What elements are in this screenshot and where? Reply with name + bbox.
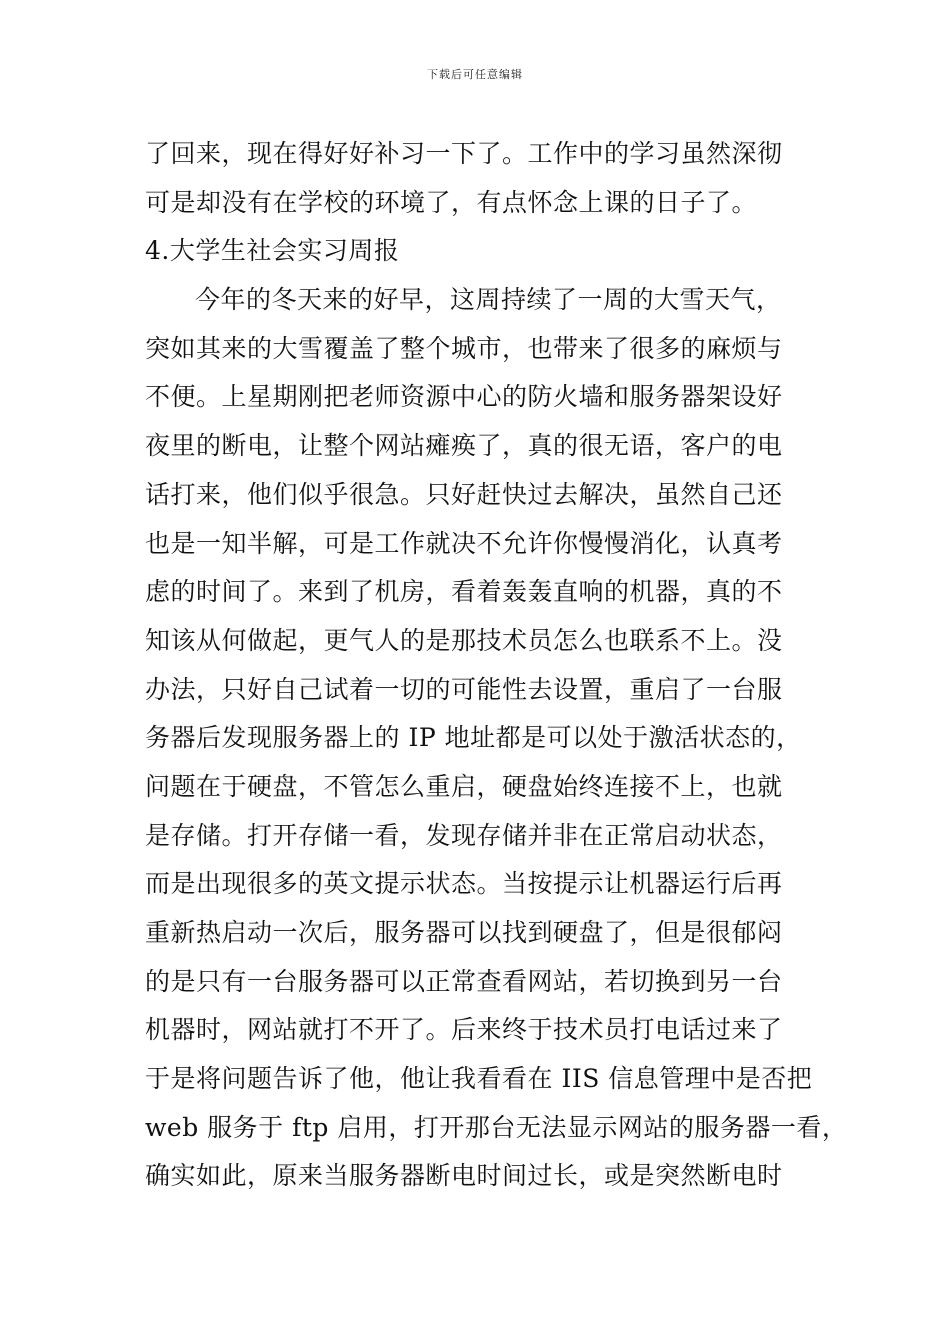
text-line: 夜里的断电，让整个网站瘫痪了，真的很无语，客户的电 [145, 431, 783, 461]
text-line: 确实如此，原来当服务器断电时间过长，或是突然断电时 [145, 1161, 783, 1191]
text-line: 的是只有一台服务器可以正常查看网站，若切换到另一台 [145, 966, 783, 996]
text-line: 虑的时间了。来到了机房，看着轰轰直响的机器，真的不 [145, 577, 783, 607]
text-line: 可是却没有在学校的环境了，有点怀念上课的日子了。 [145, 187, 758, 217]
text-line: 务器后发现服务器上的 IP 地址都是可以处于激活状态的， [145, 723, 802, 753]
text-line: 突如其来的大雪覆盖了整个城市，也带来了很多的麻烦与 [145, 333, 783, 363]
paragraph-first-line: 今年的冬天来的好早，这周持续了一周的大雪天气， [195, 285, 782, 315]
text-line: 办法，只好自己试着一切的可能性去设置，重启了一台服 [145, 674, 783, 704]
document-body [145, 130, 848, 1201]
section-heading: 4.大学生社会实习周报 [145, 236, 400, 266]
text-line: 不便。上星期刚把老师资源中心的防火墙和服务器架设好 [145, 382, 783, 412]
text-line: 知该从何做起，更气人的是那技术员怎么也联系不上。没 [145, 625, 783, 655]
text-line: 话打来，他们似乎很急。只好赶快过去解决，虽然自己还 [145, 479, 783, 509]
text-line: 重新热启动一次后，服务器可以找到硬盘了，但是很郁闷 [145, 918, 783, 947]
text-line: 问题在于硬盘，不管怎么重启，硬盘始终连接不上，也就 [145, 771, 783, 801]
text-line: 也是一知半解，可是工作就决不允许你慢慢消化，认真考 [145, 528, 783, 558]
page-header: 下载后可任意编辑 [427, 68, 523, 81]
text-line: 是存储。打开存储一看，发现存储并非在正常启动状态， [145, 820, 783, 850]
text-line: 机器时，网站就打不开了。后来终于技术员打电话过来了 [145, 1015, 783, 1045]
text-line: 了回来，现在得好好补习一下了。工作中的学习虽然深彻 [145, 139, 783, 168]
text-line: web 服务于 ftp 启用，打开那台无法显示网站的服务器一看， [145, 1112, 848, 1142]
text-line: 于是将问题告诉了他，他让我看看在 IIS 信息管理中是否把 [145, 1064, 813, 1094]
text-line: 而是出现很多的英文提示状态。当按提示让机器运行后再 [145, 869, 783, 899]
